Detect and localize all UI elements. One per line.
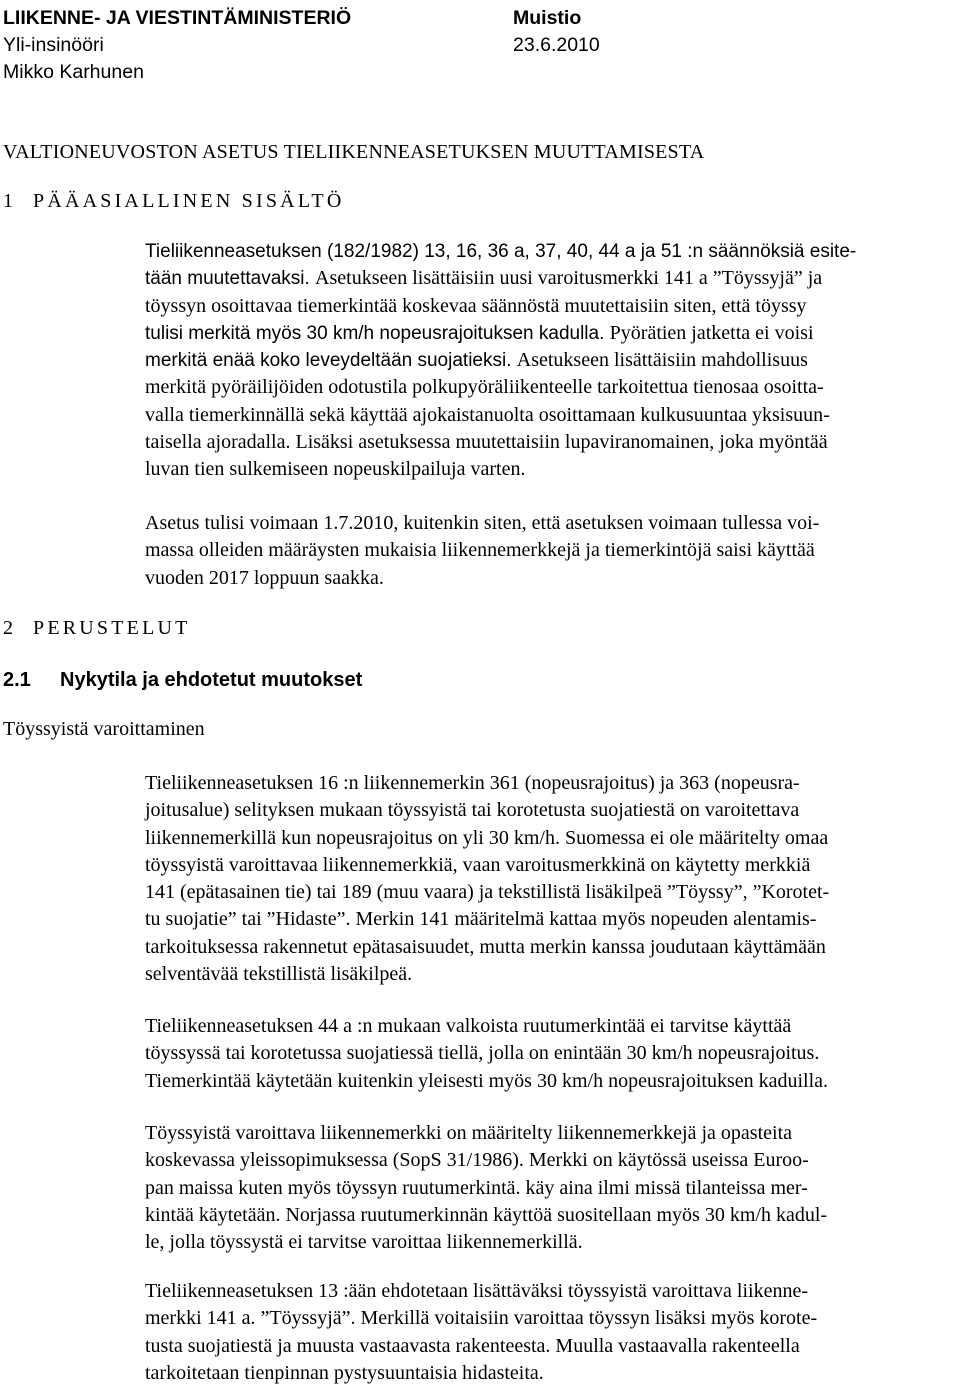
text-line	[145, 374, 957, 401]
document-title: VALTIONEUVOSTON ASETUS TIELIIKENNEASETUKSEN MUUTTAMISESTA	[3, 141, 705, 163]
document-date: 23.6.2010	[513, 34, 600, 56]
section-2-paragraph-1	[145, 770, 957, 988]
subsection-heading: Nykytila ja ehdotetut muutokset	[60, 669, 363, 691]
text-line	[145, 456, 957, 483]
ministry-name: LIIKENNE- JA VIESTINTÄMINISTERIÖ	[3, 7, 352, 29]
text-line: pan maissa kuten myös töyssyn ruutumerkintä. käy aina ilmi missä tilanteissa mer-	[145, 1176, 808, 1199]
text-line: Tieliikenneasetuksen 44 a :n mukaan valkoista ruutumerkintää ei tarvitse käyttää	[145, 1015, 792, 1037]
text-segment: taisella ajoradalla. Lisäksi asetuksessa muutettaisiin lupaviranomainen, joka myöntää	[145, 431, 828, 454]
text-line: tu suojatie” tai ”Hidaste”. Merkin 141 määritelmä kattaa myös nopeuden alentamis-	[145, 908, 817, 931]
text-line: tusta suojatiestä ja muusta vastaavasta rakenteesta. Muulla vastaavalla rakenteella	[145, 1334, 800, 1357]
text-line: tarkoitetaan tienpinnan pystysuuntaisia hidasteita.	[145, 1361, 544, 1384]
text-line	[145, 402, 957, 429]
text-line: joitusalue) selityksen mukaan töyssyistä tai korotetusta suojatiestä on varoitettava	[145, 799, 800, 822]
document-type: Muistio	[513, 7, 582, 29]
text-line: le, jolla töyssystä ei tarvitse varoittaa liikennemerkillä.	[145, 1231, 583, 1254]
text-line	[145, 238, 957, 265]
text-line: töyssyistä varoittavaa liikennemerkkiä, vaan varoitusmerkkinä on käytetty merkkiä	[145, 853, 811, 876]
text-segment: merkitä enää koko leveydeltään suojatieksi.	[145, 350, 517, 372]
text-segment: merkitä pyöräilijöiden odotustila polkupyöräliikenteelle tarkoitettua tienosaa osoitta-	[145, 376, 824, 399]
text-segment: Asetukseen lisättäisiin mahdollisuus	[516, 349, 808, 372]
section-2-paragraph-4	[145, 1278, 957, 1387]
text-line: kintää käytetään. Norjassa ruutumerkinnän käyttöä suositellaan myös 30 km/h kadul-	[145, 1203, 828, 1226]
section-1-heading: PÄÄASIALLINEN SISÄLTÖ	[33, 190, 345, 212]
text-line	[145, 320, 957, 347]
text-segment: valla tiemerkinnällä sekä käyttää ajokaistanuolta osoittamaan kulkusuuntaa yksisuun-	[145, 403, 830, 426]
section-2-paragraph-3	[145, 1120, 957, 1256]
text-segment: luvan tien sulkemiseen nopeuskilpailuja varten.	[145, 458, 526, 481]
author-name: Mikko Karhunen	[3, 61, 144, 83]
text-line	[145, 429, 957, 456]
text-line: massa olleiden määräysten mukaisia liikennemerkkejä ja tiemerkintöjä saisi käyttää	[145, 539, 815, 562]
text-segment: Tieliikenneasetuksen (182/1982) 13, 16, 36 a, 37, 40, 44 a ja 51 :n säännöksiä esite-	[145, 241, 857, 262]
text-line: selventävää tekstillistä lisäkilpeä.	[145, 963, 413, 986]
text-line: Tiemerkintää käytetään kuitenkin yleisesti myös 30 km/h nopeusrajoituksen kaduilla.	[145, 1069, 829, 1092]
text-line	[145, 293, 957, 320]
section-2-heading: PERUSTELUT	[33, 617, 191, 639]
section-2-paragraph-2	[145, 1013, 957, 1095]
text-line: töyssyssä tai korotetussa suojatiessä tiellä, jolla on enintään 30 km/h nopeusrajoitus.	[145, 1042, 820, 1065]
text-line: liikennemerkillä kun nopeusrajoitus on yli 30 km/h. Suomessa ei ole määritelty omaa	[145, 826, 829, 849]
text-segment: tään muutettavaksi.	[145, 268, 316, 290]
text-line: tarkoituksessa rakennetut epätasaisuudet, mutta merkin kanssa joudutaan käyttämään	[145, 935, 826, 958]
text-line	[145, 265, 957, 292]
text-line: Tieliikenneasetuksen 13 :ään ehdotetaan lisättäväksi töyssyistä varoittava liikenne-	[145, 1280, 808, 1302]
topic-heading: Töyssyistä varoittaminen	[3, 718, 205, 740]
text-segment: töyssyn osoittavaa tiemerkintää koskevaa säännöstä muutettaisiin siten, että töyssy	[145, 294, 807, 317]
text-segment: tulisi merkitä myös 30 km/h nopeusrajoituksen kadulla.	[145, 322, 610, 344]
section-1-paragraph-2	[145, 510, 957, 592]
text-line: Töyssyistä varoittava liikennemerkki on määritelty liikennemerkkejä ja opasteita	[145, 1122, 793, 1144]
text-line	[145, 347, 957, 374]
subsection-number: 2.1	[3, 669, 31, 691]
text-line: 141 (epätasainen tie) tai 189 (muu vaara) ja tekstillistä lisäkilpeä ”Töyssy”, ”Korotet-	[145, 881, 830, 904]
section-1-paragraph-1	[145, 238, 957, 484]
text-line: koskevassa yleissopimuksessa (SopS 31/1986). Merkki on käytössä useissa Euroo-	[145, 1149, 809, 1172]
text-line: vuoden 2017 loppuun saakka.	[145, 566, 384, 589]
section-1-number: 1	[3, 190, 13, 212]
section-2-number: 2	[3, 617, 13, 639]
text-segment: Pyörätien jatketta ei voisi	[609, 321, 814, 344]
text-line: Asetus tulisi voimaan 1.7.2010, kuitenkin siten, että asetuksen voimaan tullessa voi-	[145, 512, 820, 534]
text-segment: Asetukseen lisättäisiin uusi varoitusmerkki 141 a ”Töyssyjä” ja	[315, 267, 823, 290]
text-line: Tieliikenneasetuksen 16 :n liikennemerkin 361 (nopeusrajoitus) ja 363 (nopeusra-	[145, 772, 800, 794]
text-line: merkki 141 a. ”Töyssyjä”. Merkillä voitaisiin varoittaa töyssyn lisäksi myös korote-	[145, 1307, 818, 1330]
author-title: Yli-insinööri	[3, 34, 104, 56]
